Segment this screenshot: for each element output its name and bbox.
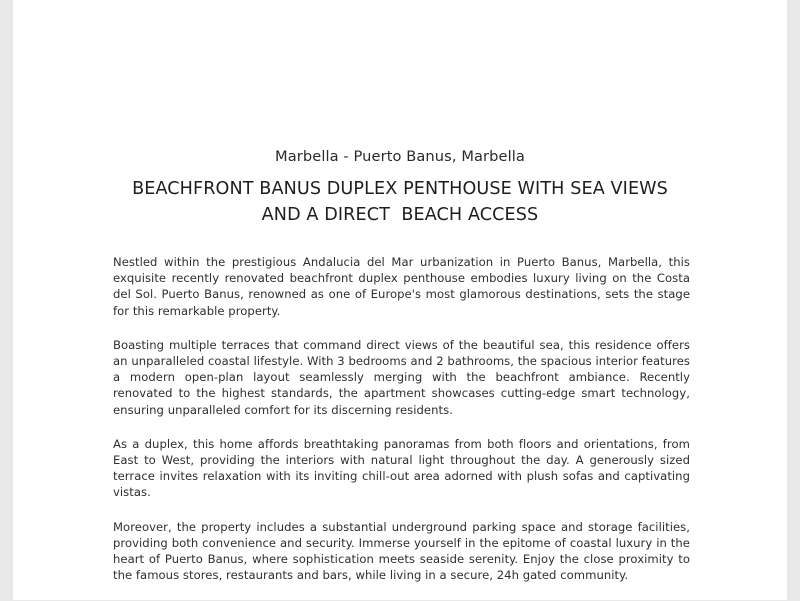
description-paragraph-3: As a duplex, this home affords breathtaking panoramas from both floors and orientations, from East to West, providing the interiors with natural light throughout the day. A generously sized terrace invites relaxation with its inviting chill-out area adorned with plush sofas and captivating vistas. [113,436,690,500]
property-location: Marbella - Puerto Banus, Marbella [275,148,525,165]
property-title [0,176,800,228]
description-paragraph-1: Nestled within the prestigious Andalucia del Mar urbanization in Puerto Banus, Marbella, this exquisite recently renovated beachfront duplex penthouse embodies luxury living on the Costa del Sol. Puerto Banus, renowned as one of Europe's most glamorous destinations, sets the stage for this remarkable property. [113,255,690,318]
title-line-2: AND A DIRECT BEACH ACCESS [261,205,539,225]
description-paragraph-4: Moreover, the property includes a substantial underground parking space and storage facilities, providing both convenience and security. Immerse yourself in the epitome of coastal luxury in the heart of Puerto Banus, where sophistication meets seaside serenity. Enjoy the close proximity to the famous stores, restaurants and bars, while living in a secure, 24h gated community. [113,519,690,583]
title-line-1: BEACHFRONT BANUS DUPLEX PENTHOUSE WITH SEA VIEWS [132,179,668,199]
property-description [113,254,690,601]
description-paragraph-2: Boasting multiple terraces that command direct views of the beautiful sea, this residence offers an unparalleled coastal lifestyle. With 3 bedrooms and 2 bathrooms, the spacious interior features a modern open-plan layout seamlessly merging with the beachfront ambiance. Recently renovated to the highest standards, the apartment showcases cutting-edge smart technology, ensuring unparalleled comfort for its discerning residents. [113,337,690,417]
